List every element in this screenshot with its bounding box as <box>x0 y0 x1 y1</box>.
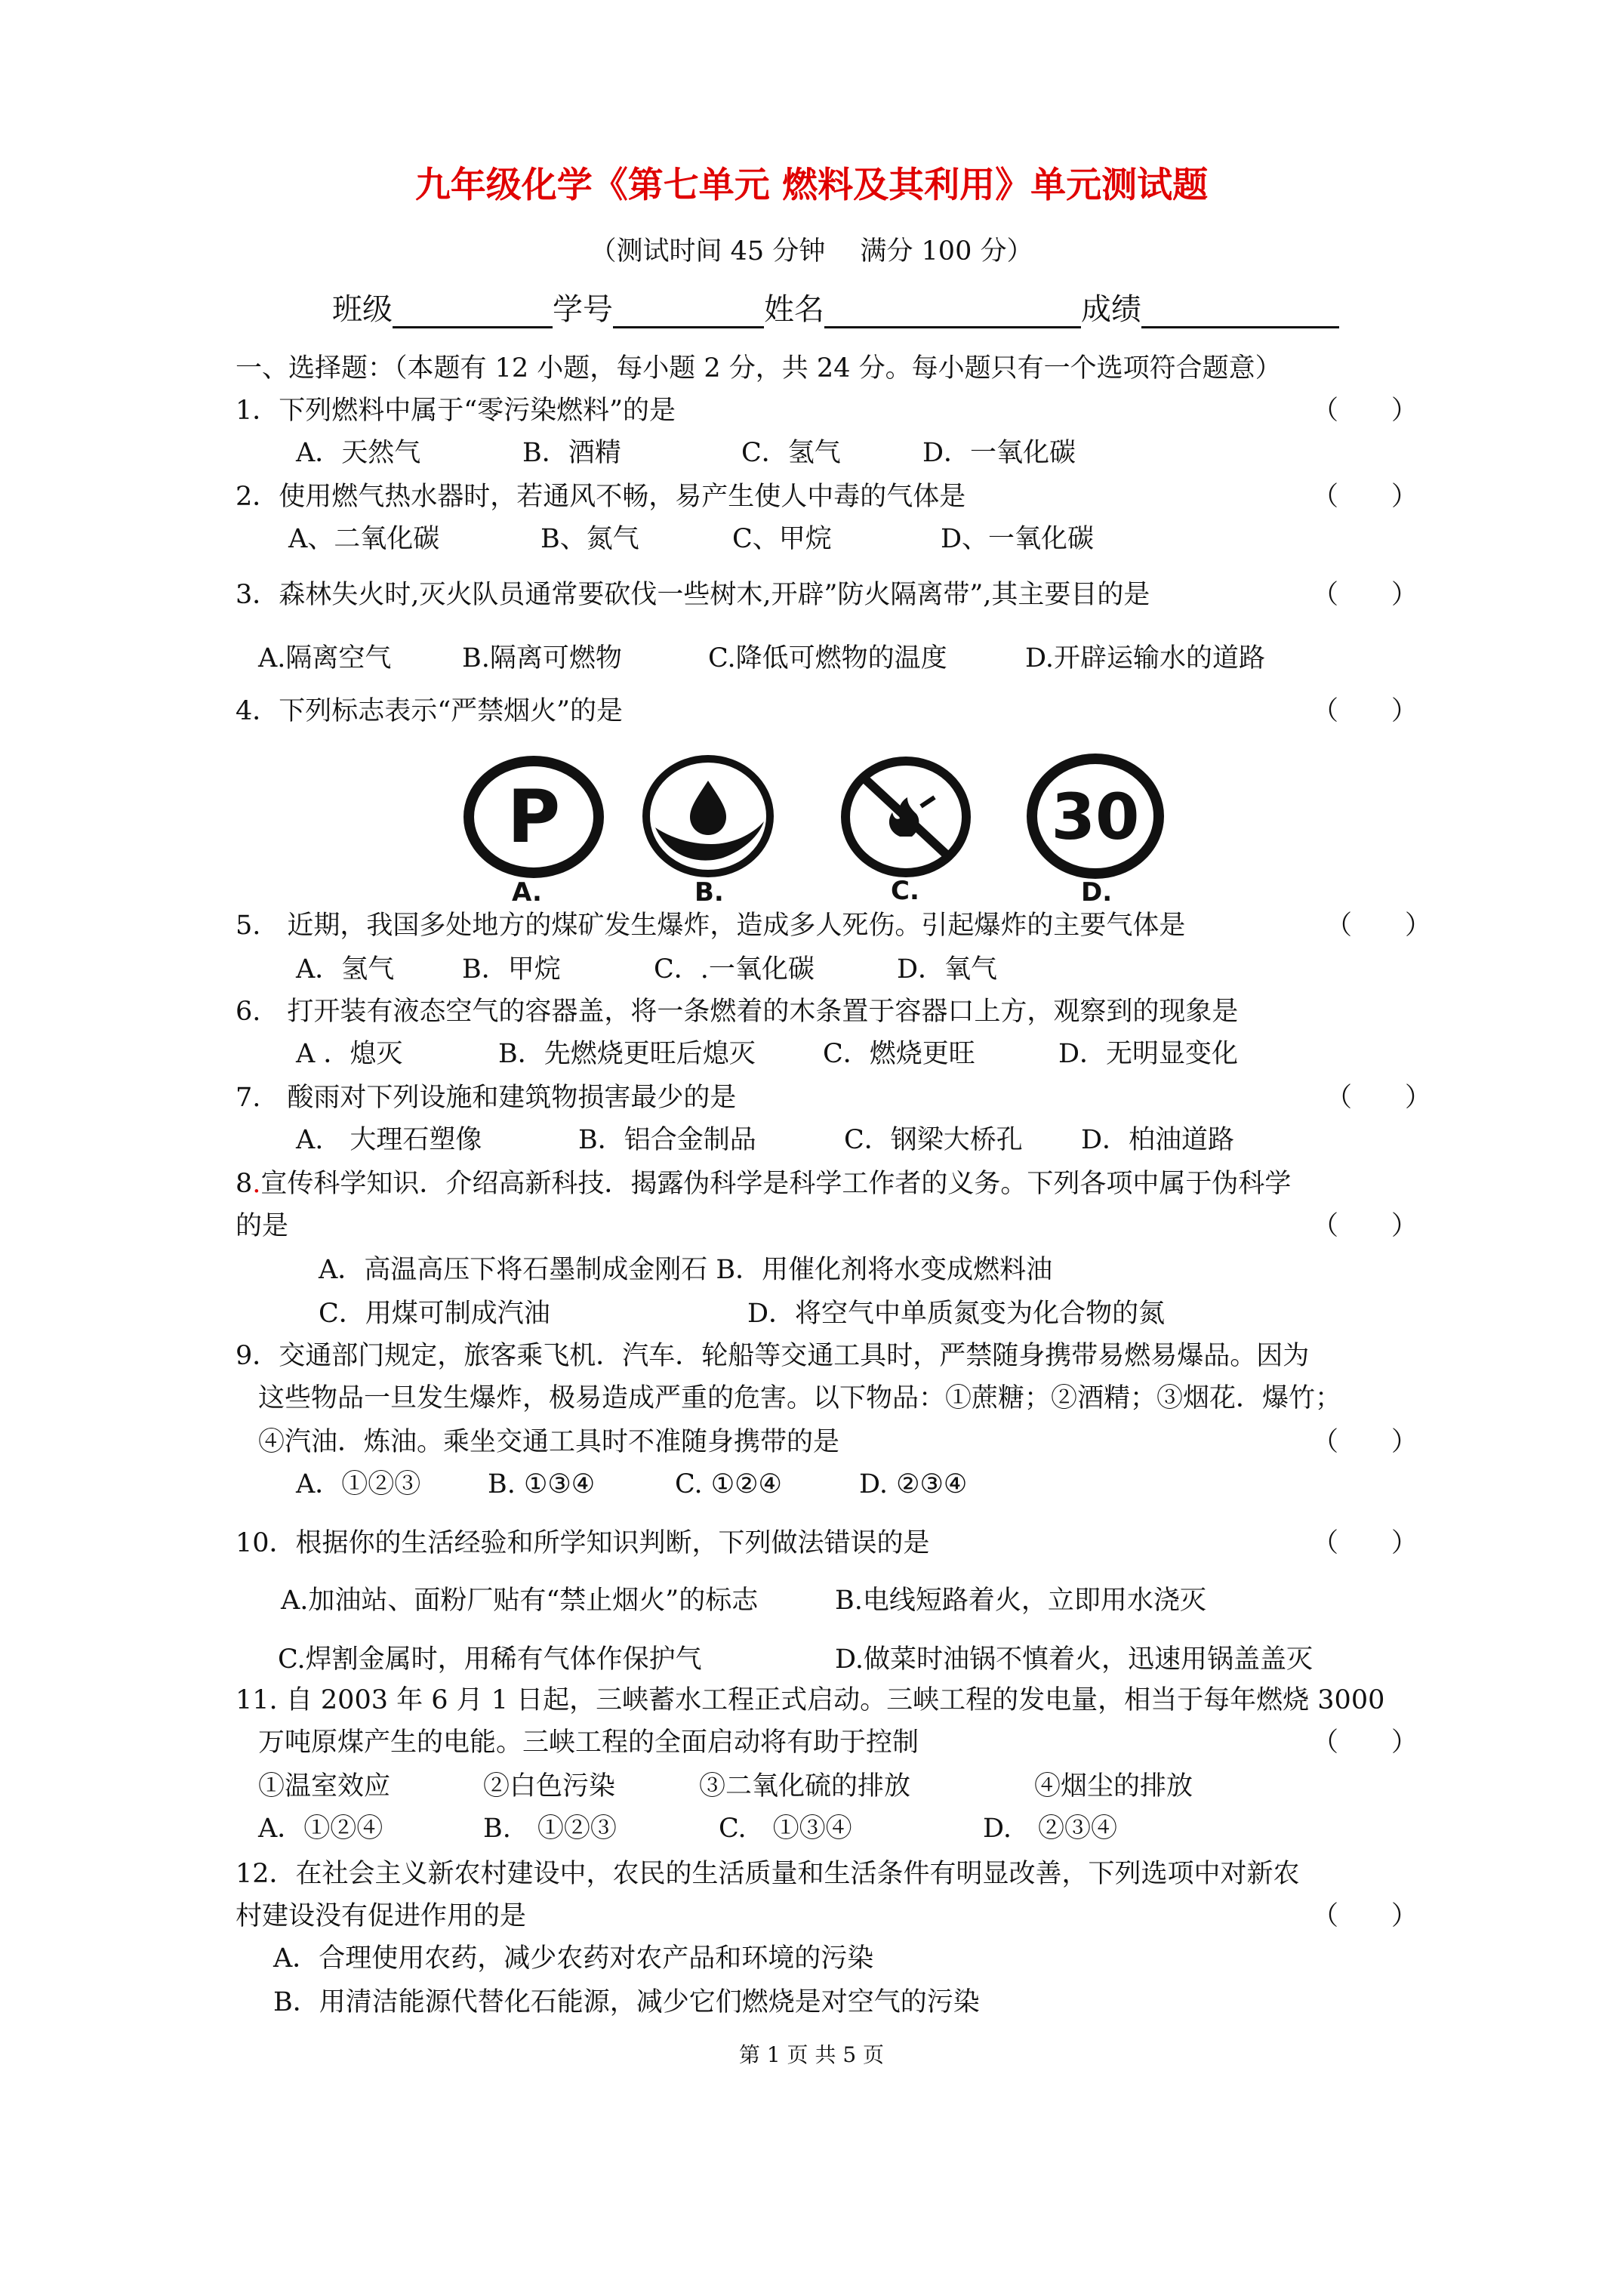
q9-option-b: B. ①③④ <box>488 1469 596 1499</box>
q4-label-a: A. <box>512 877 542 908</box>
q1-answer-paren[interactable]: （ ） <box>1312 396 1418 426</box>
q3-option-a: A.隔离空气 <box>258 643 392 673</box>
q9-stem-line3: ④汽油．炼油。乘坐交通工具时不准随身携带的是 <box>258 1427 840 1457</box>
q11-stem-line2: 万吨原煤产生的电能。三峡工程的全面启动将有助于控制 <box>258 1727 919 1758</box>
q10-option-b: B.电线短路着火，立即用水浇灭 <box>835 1586 1206 1616</box>
q8-option-ab: A．高温高压下将石墨制成金刚石 B．用催化剂将水变成燃料油 <box>319 1255 1053 1285</box>
q8-dot: . <box>252 1169 261 1199</box>
q9-answer-paren[interactable]: （ ） <box>1312 1427 1418 1457</box>
q11-option-d: D. ②③④ <box>983 1814 1117 1844</box>
score-blank[interactable] <box>1141 297 1339 328</box>
q8-option-c: C．用煤可制成汽油 <box>319 1299 550 1329</box>
class-blank[interactable] <box>393 297 553 328</box>
q4-label-b: B. <box>694 877 724 908</box>
q6-stem: 6. 打开装有液态空气的容器盖，将一条燃着的木条置于容器口上方，观察到的现象是 <box>236 997 1239 1027</box>
no-parking-sign-icon <box>462 755 605 880</box>
q3-answer-paren[interactable]: （ ） <box>1312 580 1418 610</box>
svg-text:P: P <box>507 775 561 859</box>
q9-option-c: C. ①②④ <box>675 1469 782 1499</box>
q10-option-a: A.加油站、面粉厂贴有“禁止烟火”的标志 <box>281 1586 759 1616</box>
q7-option-c: C．钢梁大桥孔 <box>844 1125 1023 1155</box>
q4-stem: 4．下列标志表示“严禁烟火”的是 <box>236 696 624 726</box>
q1-option-b: B．酒精 <box>522 438 621 468</box>
q5-option-c: C．.一氧化碳 <box>654 954 815 985</box>
q7-option-a: A. 大理石塑像 <box>296 1125 482 1155</box>
q3-stem: 3．森林失火时,灭火队员通常要砍伐一些树木,开辟”防火隔离带”,其主要目的是 <box>236 580 1150 610</box>
q10-option-c: C.焊割金属时，用稀有气体作保护气 <box>278 1644 702 1675</box>
q12-stem-line1: 12．在社会主义新农村建设中，农民的生活质量和生活条件有明显改善，下列选项中对新农 <box>236 1859 1300 1889</box>
student-no-blank[interactable] <box>613 297 764 328</box>
test-info: （测试时间 45 分钟 满分 100 分） <box>590 236 1033 267</box>
q8-stem <box>236 1167 1291 1200</box>
q2-stem: 2．使用燃气热水器时，若通风不畅，易产生使人中毒的气体是 <box>236 482 966 512</box>
q5-option-a: A．氢气 <box>296 954 395 985</box>
page-title: 九年级化学《第七单元 燃料及其利用》单元测试题 <box>414 165 1209 206</box>
no-fire-sign-icon <box>836 754 975 880</box>
q9-option-a: A．①②③ <box>296 1469 421 1499</box>
q2-option-d: D、一氧化碳 <box>941 524 1095 554</box>
q11-option-b: B. ①②③ <box>483 1814 617 1844</box>
q11-item-3: ③二氧化硫的排放 <box>699 1771 911 1801</box>
q7-stem: 7. 酸雨对下列设施和建筑物损害最少的是 <box>236 1083 737 1113</box>
q5-option-b: B．甲烷 <box>462 954 561 985</box>
page-footer: 第 1 页 共 5 页 <box>738 2042 885 2067</box>
q6-option-a: A ．熄灭 <box>296 1039 403 1069</box>
q6-option-b: B．先燃烧更旺后熄灭 <box>498 1039 756 1069</box>
water-saving-sign-icon <box>639 752 778 880</box>
q12-stem-line2: 村建设没有促进作用的是 <box>236 1901 527 1931</box>
q8-answer-paren[interactable]: （ ） <box>1312 1211 1418 1241</box>
q11-item-1: ①温室效应 <box>258 1771 391 1801</box>
q11-item-4: ④烟尘的排放 <box>1034 1771 1193 1801</box>
q11-option-c: C. ①③④ <box>719 1814 852 1844</box>
q2-answer-paren[interactable]: （ ） <box>1312 482 1418 512</box>
class-label: 班级 <box>332 292 393 327</box>
q7-answer-paren[interactable]: （ ） <box>1326 1083 1432 1113</box>
q8-number: 8 <box>236 1169 253 1199</box>
q4-label-c: C. <box>891 876 919 906</box>
speed-limit-sign-icon <box>1024 752 1167 880</box>
name-blank[interactable] <box>824 297 1081 328</box>
name-label: 姓名 <box>764 292 824 327</box>
student-no-label: 学号 <box>553 292 613 327</box>
q4-answer-paren[interactable]: （ ） <box>1312 696 1418 726</box>
student-info-row <box>332 291 1339 328</box>
q10-option-d: D.做菜时油锅不慎着火，迅速用锅盖盖灭 <box>835 1644 1313 1675</box>
q12-option-a: A．合理使用农药，减少农药对农产品和环境的污染 <box>273 1943 874 1974</box>
q1-option-a: A．天然气 <box>296 438 421 468</box>
q1-stem: 1．下列燃料中属于“零污染燃料”的是 <box>236 396 676 426</box>
q8-stem-text: 宣传科学知识．介绍高新科技．揭露伪科学是科学工作者的义务。下列各项中属于伪科学 <box>260 1169 1292 1199</box>
q5-stem: 5. 近期，我国多处地方的煤矿发生爆炸，造成多人死伤。引起爆炸的主要气体是 <box>236 911 1186 941</box>
q1-option-c: C．氢气 <box>741 438 841 468</box>
q8-stem-line2: 的是 <box>236 1211 289 1241</box>
score-label: 成绩 <box>1081 292 1141 327</box>
q11-answer-paren[interactable]: （ ） <box>1312 1727 1418 1758</box>
q8-option-d: D．将空气中单质氮变为化合物的氮 <box>747 1299 1166 1329</box>
q4-label-d: D. <box>1081 877 1113 908</box>
q6-option-c: C．燃烧更旺 <box>823 1039 975 1069</box>
q12-answer-paren[interactable]: （ ） <box>1312 1901 1418 1931</box>
q2-option-c: C、甲烷 <box>732 524 832 554</box>
q1-option-d: D．一氧化碳 <box>922 438 1076 468</box>
svg-text:30: 30 <box>1051 780 1140 854</box>
q10-answer-paren[interactable]: （ ） <box>1312 1528 1418 1558</box>
q2-option-b: B、氮气 <box>540 524 639 554</box>
q10-stem: 10．根据你的生活经验和所学知识判断，下列做法错误的是 <box>236 1528 930 1558</box>
q7-option-b: B．铝合金制品 <box>578 1125 756 1155</box>
q2-option-a: A、二氧化碳 <box>288 524 440 554</box>
q11-stem-line1: 11. 自 2003 年 6 月 1 日起，三峡蓄水工程正式启动。三峡工程的发电量，相当于每年燃烧 3000 <box>236 1685 1385 1715</box>
q9-stem-line1: 9．交通部门规定，旅客乘飞机．汽车．轮船等交通工具时，严禁随身携带易燃易爆品。因为 <box>236 1341 1310 1371</box>
q12-option-b: B．用清洁能源代替化石能源，减少它们燃烧是对空气的污染 <box>273 1987 980 2017</box>
q5-answer-paren[interactable]: （ ） <box>1326 911 1432 941</box>
q9-option-d: D. ②③④ <box>859 1469 968 1499</box>
q7-option-d: D．柏油道路 <box>1081 1125 1235 1155</box>
q3-option-b: B.隔离可燃物 <box>462 643 622 673</box>
section-heading: 一、选择题：（本题有 12 小题，每小题 2 分，共 24 分。每小题只有一个选项符合题意） <box>236 353 1282 384</box>
q11-item-2: ②白色污染 <box>483 1771 616 1801</box>
q5-option-d: D．氧气 <box>897 954 998 985</box>
q11-option-a: A．①②④ <box>258 1814 383 1844</box>
q6-option-d: D．无明显变化 <box>1058 1039 1239 1069</box>
q3-option-d: D.开辟运输水的道路 <box>1025 643 1265 673</box>
q3-option-c: C.降低可燃物的温度 <box>708 643 947 673</box>
q9-stem-line2: 这些物品一旦发生爆炸，极易造成严重的危害。以下物品：①蔗糖；②酒精；③烟花．爆竹； <box>258 1383 1342 1413</box>
